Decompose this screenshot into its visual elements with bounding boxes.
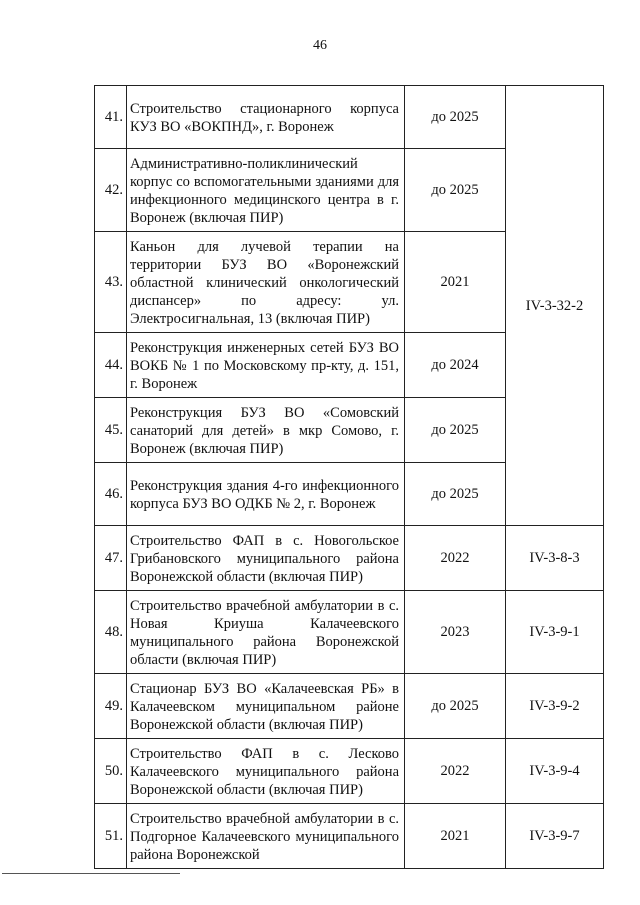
project-name: Реконструкция инженерных сетей БУЗ ВО ВОКБ № 1 по Московскому пр-кту, д. 151, г. Воронеж xyxy=(127,333,405,398)
projects-table xyxy=(94,85,604,869)
deadline: до 2025 xyxy=(405,398,506,463)
row-number: 48. xyxy=(95,591,127,674)
row-number: 47. xyxy=(95,526,127,591)
page-number: 46 xyxy=(313,38,327,53)
row-number: 45. xyxy=(95,398,127,463)
deadline: 2021 xyxy=(405,232,506,333)
table-row xyxy=(95,591,604,674)
project-name: Каньон для лучевой терапии на территории БУЗ ВО «Воронежский областной клинический онкологический диспансер» по адресу: ул. Электросигнальная, 13 (включая ПИР) xyxy=(127,232,405,333)
table-row xyxy=(95,86,604,149)
project-name: Строительство ФАП в с. Новогольское Грибановского муниципального района Воронежской области (включая ПИР) xyxy=(127,526,405,591)
program-code: IV-3-9-4 xyxy=(506,739,604,804)
project-name: Реконструкция БУЗ ВО «Сомовский санаторий для детей» в мкр Сомово, г. Воронеж (включая ПИР) xyxy=(127,398,405,463)
deadline: 2022 xyxy=(405,526,506,591)
deadline: до 2025 xyxy=(405,149,506,232)
project-name: Строительство врачебной амбулатории в с. Новая Криуша Калачеевского муниципального района Воронежской области (включая ПИР) xyxy=(127,591,405,674)
row-number: 41. xyxy=(95,86,127,149)
program-code: IV-3-9-7 xyxy=(506,804,604,869)
project-name: Строительство ФАП в с. Лесково Калачеевского муниципального района Воронежской области (включая ПИР) xyxy=(127,739,405,804)
footer-rule xyxy=(2,873,180,874)
program-code-group: IV-3-32-2 xyxy=(506,86,604,526)
table-row xyxy=(95,804,604,869)
table-row xyxy=(95,739,604,804)
deadline: до 2024 xyxy=(405,333,506,398)
deadline: до 2025 xyxy=(405,86,506,149)
project-name: Строительство врачебной амбулатории в с. Подгорное Калачеевского муниципального района Воронежской xyxy=(127,804,405,869)
table-row xyxy=(95,526,604,591)
deadline: 2021 xyxy=(405,804,506,869)
row-number: 43. xyxy=(95,232,127,333)
program-code: IV-3-9-1 xyxy=(506,591,604,674)
row-number: 49. xyxy=(95,674,127,739)
row-number: 50. xyxy=(95,739,127,804)
row-number: 46. xyxy=(95,463,127,526)
deadline: до 2025 xyxy=(405,674,506,739)
row-number: 42. xyxy=(95,149,127,232)
deadline: 2023 xyxy=(405,591,506,674)
project-name: Строительство стационарного корпуса КУЗ ВО «ВОКПНД», г. Воронеж xyxy=(127,86,405,149)
project-name: Реконструкция здания 4-го инфекционного корпуса БУЗ ВО ОДКБ № 2, г. Воронеж xyxy=(127,463,405,526)
row-number: 51. xyxy=(95,804,127,869)
deadline: 2022 xyxy=(405,739,506,804)
table-row xyxy=(95,674,604,739)
deadline: до 2025 xyxy=(405,463,506,526)
program-code: IV-3-9-2 xyxy=(506,674,604,739)
project-name: Административно-поликлинический корпус со вспомогательными зданиями для инфекционного медицинского центра в г. Воронеж (включая ПИР) xyxy=(127,149,405,232)
program-code: IV-3-8-3 xyxy=(506,526,604,591)
row-number: 44. xyxy=(95,333,127,398)
project-name: Стационар БУЗ ВО «Калачеевская РБ» в Калачеевском муниципальном районе Воронежской области (включая ПИР) xyxy=(127,674,405,739)
